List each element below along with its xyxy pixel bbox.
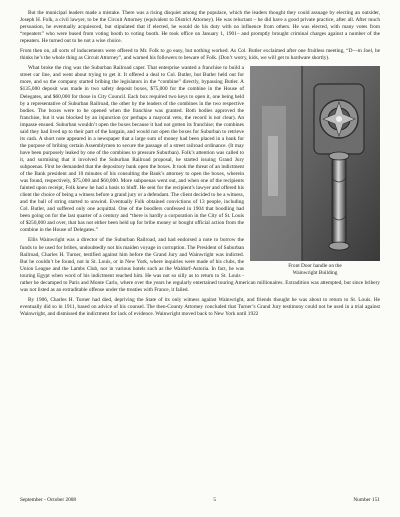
- figure-caption: Front Door handle on the Wainwright Building: [288, 263, 342, 276]
- paragraph-3: What broke the ring was the Suburban Railroad caper. That enterprise wanted a franchise to build a street car line, and went about trying to get it. It offered a deal to Col. Butler, but Butler held out for more, and so the company started bribing the legislators in the “combine” directly, bypassing Butler. A $135,000 deposit was made in two safety deposit boxes, $75,000 for the combine in the House of Delegates, and $60,000 for those in City Council. Each box required two keys to open it, one being held by a representative of Suburban Railroad, the other by the leaders of the combines in the two respective bodies. The boxes were to be opened when the franchise was granted. Both bodies approved the franchise, but it was blocked by an injunction (or perhaps a mayoral veto, the record is not clear). An impasse ensued. Suburban wouldn’t open the boxes because it had not gotten its franchise; the combines said they had lived up to their part of the bargain, and would not open the boxes for Suburban to retrieve its cash. A short note appeared in a newspaper that a large sum of money had been placed in a bank for the purpose of bribing certain Assemblymen to secure the passage of a street railroad ordinance. (It may have been purposely leaked by one of the combines to pressure Suburban). Folk’s attention was called to it, and surmising that it involved the Suburban Railroad proposal, he started issuing Grand Jury subpoenas. First he demanded that the depository bank open the boxes. It took the threat of an indictment of the Bank president and 10 minutes of his consulting the Bank’s attorney to open the boxes, wherein was found, respectively, $75,000 and $60,000. More subpoenas went out, and when one of the recipients fainted upon receipt, Folk knew he had a basis to bluff. He sent for the recipient’s lawyer and offered his client the choice of being a witness before a grand jury or a defendant. The client decided to be a witness, and the ball of string started to unwind. Eventually Folk obtained convictions of 13 people, including Col. Butler, and suffered only one acquittal. One of the boodlers confessed in 1904 that boodling had been going on for the last quarter of a century and “there is hardly a corporation in the City of St. Louis of $250,000 and over, that has not either been held up for bribe money or bought official action from the combine in the House of Delegates.”: [20, 65, 244, 234]
- figure: [250, 66, 380, 276]
- paragraph-2: From then on, all sorts of inducements were offered to Mr. Folk to go easy, but nothing worked. As Col. Butler exclaimed after one fruitless meeting, “D—m Joel, he thinks he’s the whole thing as Circuit Attorney”, and warned his followers to beware of Folk. (Don’t worry, kids, we will get to hardware shortly).: [20, 48, 380, 62]
- footer-page-number: 5: [213, 497, 217, 503]
- footer-issue-number: Number 151: [353, 497, 380, 503]
- paragraph-5: By 1906, Charles H. Turner had died, depriving the State of its only witness against Wainwright, and friends thought he was about to return to St. Louis. He eventually did so in 1911, based on advice of his counsel. The then-County Attorney concluded that Turner’s Grand Jury testimony could not be used in a trial against Wainwright, and dismissed the indictment for lack of evidence. Wainwright moved back to New York until 1922: [20, 296, 380, 317]
- page-footer: [20, 497, 380, 503]
- door-handle-photo: [250, 66, 380, 261]
- paragraph-4: Ellis Wainwright was a director of the Suburban Railroad, and had endorsed a note to borrow the funds to be used for bribes, undoubtedly not his maiden voyage in corruption. The President of Suburban Railroad, Charles H. Turner, testified against him before the Grand Jury and Wainwright was indicted. But he couldn’t be found, not in St. Louis, or in New York, where inquiries were made of his clubs, the Union League and the Lambs Club, nor in various hotels such as the Waldorf-Astoria. In fact, he was touring Egypt when word of his indictment reached him. He was not so silly as to return to St. Louis - rather he decamped to Paris and Monte Carlo, where over the years he regularly entertained touring American millionaires. Extradition was attempted, but since bribery was not listed as an extraditable offense under the treaties with France, it failed.: [20, 237, 380, 293]
- footer-issue-date: September - October 2008: [20, 497, 77, 503]
- paragraph-1: But the municipal leaders made a mistake. There was a rising disquiet among the populace, which the leaders thought they could assuage by electing an outsider, Joseph H. Folk, a civil lawyer, to be the Circuit Attorney (equivalent to District Attorney). He was reluctant – he did have a good private practice, after all. After much persuasion, he eventually acquiesced, but stipulated that if elected, he would do his duty with no influence from others. He was elected, with many votes from “repeaters” who were bused from voting booth to voting booth. He took office on January 1, 1901– and promptly brought criminal charges against a number of the repeaters. He turned out to be not a wise choice.: [20, 10, 380, 45]
